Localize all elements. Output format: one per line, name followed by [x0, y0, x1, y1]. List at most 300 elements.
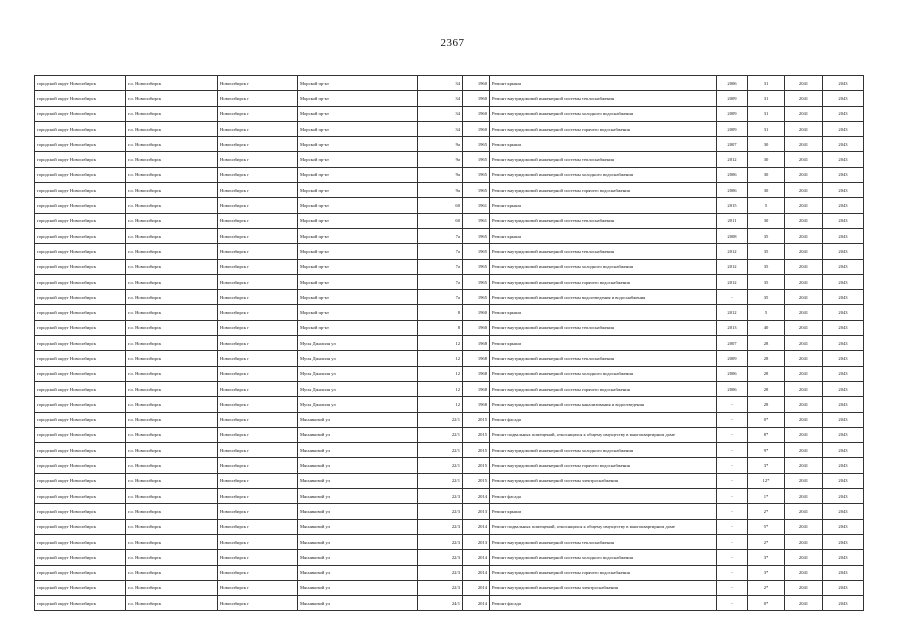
- municipality-cell: городской округ Новосибирск: [35, 565, 126, 580]
- wear-cell: 28: [748, 351, 785, 366]
- work-type-cell: Ремонт внутридомовой инженерной системы теплоснабжения: [490, 534, 717, 549]
- build-year-cell: 1968: [463, 351, 490, 366]
- wear-cell: 28: [748, 381, 785, 396]
- plan-start-year-cell: 2041: [785, 351, 823, 366]
- city-cell: Новосибирск г: [218, 259, 298, 274]
- district-cell: г.о. Новосибирск: [126, 489, 218, 504]
- table-row: [35, 489, 864, 504]
- table-row: [35, 290, 864, 305]
- table-row: [35, 351, 864, 366]
- street-cell: Мясниковой ул: [298, 473, 418, 488]
- table-row: [35, 228, 864, 243]
- plan-start-year-cell: 2041: [785, 458, 823, 473]
- plan-start-year-cell: 2041: [785, 76, 823, 91]
- table-row: [35, 443, 864, 458]
- street-cell: Морской пр-кт: [298, 198, 418, 213]
- plan-start-year-cell: 2041: [785, 137, 823, 152]
- district-cell: г.о. Новосибирск: [126, 121, 218, 136]
- municipality-cell: городской округ Новосибирск: [35, 412, 126, 427]
- city-cell: Новосибирск г: [218, 519, 298, 534]
- build-year-cell: 2015: [463, 427, 490, 442]
- street-cell: Морской пр-кт: [298, 137, 418, 152]
- wear-cell: 2*: [748, 580, 785, 595]
- wear-cell: 12*: [748, 473, 785, 488]
- house-number-cell: 12: [418, 381, 463, 396]
- street-cell: Морской пр-кт: [298, 213, 418, 228]
- build-year-cell: 1965: [463, 228, 490, 243]
- wear-cell: 35: [748, 259, 785, 274]
- build-year-cell: 2014: [463, 580, 490, 595]
- municipality-cell: городской округ Новосибирск: [35, 76, 126, 91]
- table-row: [35, 183, 864, 198]
- work-type-cell: Ремонт внутридомовой инженерной системы горячего водоснабжения: [490, 121, 717, 136]
- municipality-cell: городской округ Новосибирск: [35, 427, 126, 442]
- city-cell: Новосибирск г: [218, 244, 298, 259]
- plan-start-year-cell: 2041: [785, 489, 823, 504]
- street-cell: Мясниковой ул: [298, 427, 418, 442]
- plan-end-year-cell: 2043: [823, 458, 864, 473]
- work-type-cell: Ремонт крыши: [490, 76, 717, 91]
- street-cell: Мусы Джалиля ул: [298, 397, 418, 412]
- district-cell: г.о. Новосибирск: [126, 91, 218, 106]
- plan-start-year-cell: 2041: [785, 473, 823, 488]
- last-repair-year-cell: 2012: [717, 259, 748, 274]
- plan-end-year-cell: 2043: [823, 274, 864, 289]
- work-type-cell: Ремонт внутридомовой инженерной системы теплоснабжения: [490, 351, 717, 366]
- house-number-cell: 12: [418, 397, 463, 412]
- last-repair-year-cell: 2012: [717, 274, 748, 289]
- build-year-cell: 2015: [463, 443, 490, 458]
- district-cell: г.о. Новосибирск: [126, 198, 218, 213]
- table-row: [35, 198, 864, 213]
- last-repair-year-cell: 2013: [717, 320, 748, 335]
- work-type-cell: Ремонт внутридомовой инженерной системы горячего водоснабжения: [490, 458, 717, 473]
- plan-end-year-cell: 2043: [823, 259, 864, 274]
- street-cell: Мясниковой ул: [298, 504, 418, 519]
- municipality-cell: городской округ Новосибирск: [35, 198, 126, 213]
- district-cell: г.о. Новосибирск: [126, 259, 218, 274]
- wear-cell: 30: [748, 167, 785, 182]
- work-type-cell: Ремонт внутридомовой инженерной системы теплоснабжения: [490, 320, 717, 335]
- last-repair-year-cell: -: [717, 473, 748, 488]
- plan-end-year-cell: 2043: [823, 550, 864, 565]
- street-cell: Мясниковой ул: [298, 458, 418, 473]
- last-repair-year-cell: -: [717, 489, 748, 504]
- last-repair-year-cell: 2007: [717, 336, 748, 351]
- build-year-cell: 2015: [463, 412, 490, 427]
- last-repair-year-cell: -: [717, 443, 748, 458]
- work-type-cell: Ремонт внутридомовой инженерной системы теплоснабжения: [490, 244, 717, 259]
- plan-start-year-cell: 2041: [785, 213, 823, 228]
- district-cell: г.о. Новосибирск: [126, 228, 218, 243]
- work-type-cell: Ремонт внутридомовой инженерной системы электроснабжения: [490, 473, 717, 488]
- last-repair-year-cell: -: [717, 290, 748, 305]
- house-number-cell: 22/1: [418, 458, 463, 473]
- plan-end-year-cell: 2043: [823, 91, 864, 106]
- house-number-cell: 34: [418, 121, 463, 136]
- build-year-cell: 1965: [463, 167, 490, 182]
- city-cell: Новосибирск г: [218, 152, 298, 167]
- plan-end-year-cell: 2043: [823, 473, 864, 488]
- wear-cell: 1*: [748, 489, 785, 504]
- plan-end-year-cell: 2043: [823, 183, 864, 198]
- plan-end-year-cell: 2043: [823, 152, 864, 167]
- build-year-cell: 1968: [463, 336, 490, 351]
- plan-start-year-cell: 2041: [785, 336, 823, 351]
- house-number-cell: 8: [418, 320, 463, 335]
- work-type-cell: Ремонт внутридомовой инженерной системы холодного водоснабжения: [490, 443, 717, 458]
- table-row: [35, 320, 864, 335]
- plan-end-year-cell: 2043: [823, 228, 864, 243]
- table-row: [35, 596, 864, 611]
- last-repair-year-cell: 2009: [717, 106, 748, 121]
- wear-cell: 0*: [748, 412, 785, 427]
- street-cell: Морской пр-кт: [298, 76, 418, 91]
- city-cell: Новосибирск г: [218, 473, 298, 488]
- municipality-cell: городской округ Новосибирск: [35, 489, 126, 504]
- plan-start-year-cell: 2041: [785, 228, 823, 243]
- build-year-cell: 1965: [463, 290, 490, 305]
- table-row: [35, 397, 864, 412]
- build-year-cell: 1960: [463, 121, 490, 136]
- wear-cell: 3*: [748, 550, 785, 565]
- district-cell: г.о. Новосибирск: [126, 519, 218, 534]
- street-cell: Морской пр-кт: [298, 91, 418, 106]
- build-year-cell: 1968: [463, 366, 490, 381]
- district-cell: г.о. Новосибирск: [126, 565, 218, 580]
- plan-end-year-cell: 2043: [823, 336, 864, 351]
- build-year-cell: 1960: [463, 305, 490, 320]
- build-year-cell: 2013: [463, 534, 490, 549]
- district-cell: г.о. Новосибирск: [126, 213, 218, 228]
- district-cell: г.о. Новосибирск: [126, 336, 218, 351]
- municipality-cell: городской округ Новосибирск: [35, 458, 126, 473]
- plan-end-year-cell: 2043: [823, 381, 864, 396]
- city-cell: Новосибирск г: [218, 183, 298, 198]
- municipality-cell: городской округ Новосибирск: [35, 550, 126, 565]
- work-type-cell: Ремонт внутридомовой инженерной системы горячего водоснабжения: [490, 183, 717, 198]
- city-cell: Новосибирск г: [218, 580, 298, 595]
- build-year-cell: 1960: [463, 91, 490, 106]
- city-cell: Новосибирск г: [218, 565, 298, 580]
- street-cell: Мясниковой ул: [298, 412, 418, 427]
- plan-start-year-cell: 2041: [785, 274, 823, 289]
- municipality-cell: городской округ Новосибирск: [35, 366, 126, 381]
- city-cell: Новосибирск г: [218, 305, 298, 320]
- plan-end-year-cell: 2043: [823, 351, 864, 366]
- wear-cell: 8*: [748, 427, 785, 442]
- plan-end-year-cell: 2043: [823, 106, 864, 121]
- wear-cell: 28: [748, 366, 785, 381]
- wear-cell: 35: [748, 244, 785, 259]
- build-year-cell: 1965: [463, 183, 490, 198]
- city-cell: Новосибирск г: [218, 137, 298, 152]
- wear-cell: 35: [748, 274, 785, 289]
- build-year-cell: 2014: [463, 489, 490, 504]
- work-type-cell: Ремонт внутридомовой инженерной системы электроснабжения: [490, 580, 717, 595]
- municipality-cell: городской округ Новосибирск: [35, 381, 126, 396]
- district-cell: г.о. Новосибирск: [126, 167, 218, 182]
- city-cell: Новосибирск г: [218, 228, 298, 243]
- last-repair-year-cell: 2011: [717, 213, 748, 228]
- work-type-cell: Ремонт крыши: [490, 504, 717, 519]
- district-cell: г.о. Новосибирск: [126, 580, 218, 595]
- work-type-cell: Ремонт фасада: [490, 412, 717, 427]
- table-row: [35, 137, 864, 152]
- city-cell: Новосибирск г: [218, 106, 298, 121]
- wear-cell: 5: [748, 198, 785, 213]
- table-row: [35, 550, 864, 565]
- plan-start-year-cell: 2041: [785, 580, 823, 595]
- last-repair-year-cell: 2006: [717, 381, 748, 396]
- district-cell: г.о. Новосибирск: [126, 381, 218, 396]
- last-repair-year-cell: 2006: [717, 183, 748, 198]
- house-number-cell: 7а: [418, 228, 463, 243]
- build-year-cell: 1965: [463, 244, 490, 259]
- work-type-cell: Ремонт крыши: [490, 137, 717, 152]
- house-number-cell: 34: [418, 91, 463, 106]
- municipality-cell: городской округ Новосибирск: [35, 519, 126, 534]
- wear-cell: 31: [748, 106, 785, 121]
- house-number-cell: 12: [418, 336, 463, 351]
- build-year-cell: 2014: [463, 565, 490, 580]
- municipality-cell: городской округ Новосибирск: [35, 137, 126, 152]
- work-type-cell: Ремонт внутридомовой инженерной системы водоотведения и водоснабжения: [490, 290, 717, 305]
- plan-end-year-cell: 2043: [823, 565, 864, 580]
- municipality-cell: городской округ Новосибирск: [35, 152, 126, 167]
- city-cell: Новосибирск г: [218, 213, 298, 228]
- plan-end-year-cell: 2043: [823, 397, 864, 412]
- municipality-cell: городской округ Новосибирск: [35, 320, 126, 335]
- plan-start-year-cell: 2041: [785, 198, 823, 213]
- table-row: [35, 76, 864, 91]
- table-row: [35, 458, 864, 473]
- work-type-cell: Ремонт внутридомовой инженерной системы теплоснабжения: [490, 91, 717, 106]
- work-type-cell: Ремонт внутридомовой инженерной системы теплоснабжения: [490, 213, 717, 228]
- wear-cell: 3*: [748, 565, 785, 580]
- district-cell: г.о. Новосибирск: [126, 504, 218, 519]
- municipality-cell: городской округ Новосибирск: [35, 397, 126, 412]
- municipality-cell: городской округ Новосибирск: [35, 244, 126, 259]
- wear-cell: 31: [748, 76, 785, 91]
- table-row: [35, 213, 864, 228]
- municipality-cell: городской округ Новосибирск: [35, 596, 126, 611]
- work-type-cell: Ремонт крыши: [490, 198, 717, 213]
- build-year-cell: 2015: [463, 473, 490, 488]
- table-row: [35, 259, 864, 274]
- plan-start-year-cell: 2041: [785, 167, 823, 182]
- last-repair-year-cell: 2006: [717, 366, 748, 381]
- city-cell: Новосибирск г: [218, 412, 298, 427]
- house-number-cell: 22/3: [418, 580, 463, 595]
- house-number-cell: 60: [418, 213, 463, 228]
- street-cell: Мясниковой ул: [298, 550, 418, 565]
- street-cell: Морской пр-кт: [298, 259, 418, 274]
- last-repair-year-cell: 2009: [717, 351, 748, 366]
- street-cell: Морской пр-кт: [298, 183, 418, 198]
- table-row: [35, 473, 864, 488]
- house-number-cell: 9а: [418, 152, 463, 167]
- street-cell: Морской пр-кт: [298, 274, 418, 289]
- house-number-cell: 9а: [418, 183, 463, 198]
- street-cell: Мясниковой ул: [298, 565, 418, 580]
- municipality-cell: городской округ Новосибирск: [35, 106, 126, 121]
- table-row: [35, 167, 864, 182]
- municipality-cell: городской округ Новосибирск: [35, 336, 126, 351]
- city-cell: Новосибирск г: [218, 167, 298, 182]
- repair-schedule-table: [34, 75, 864, 611]
- last-repair-year-cell: -: [717, 565, 748, 580]
- plan-end-year-cell: 2043: [823, 443, 864, 458]
- wear-cell: 35: [748, 228, 785, 243]
- city-cell: Новосибирск г: [218, 504, 298, 519]
- wear-cell: 5*: [748, 519, 785, 534]
- municipality-cell: городской округ Новосибирск: [35, 504, 126, 519]
- wear-cell: 9*: [748, 443, 785, 458]
- wear-cell: 31: [748, 91, 785, 106]
- city-cell: Новосибирск г: [218, 458, 298, 473]
- municipality-cell: городской округ Новосибирск: [35, 443, 126, 458]
- street-cell: Морской пр-кт: [298, 106, 418, 121]
- district-cell: г.о. Новосибирск: [126, 76, 218, 91]
- plan-start-year-cell: 2041: [785, 550, 823, 565]
- district-cell: г.о. Новосибирск: [126, 366, 218, 381]
- last-repair-year-cell: -: [717, 504, 748, 519]
- street-cell: Мясниковой ул: [298, 443, 418, 458]
- street-cell: Мусы Джалиля ул: [298, 381, 418, 396]
- district-cell: г.о. Новосибирск: [126, 183, 218, 198]
- district-cell: г.о. Новосибирск: [126, 290, 218, 305]
- work-type-cell: Ремонт внутридомовой инженерной системы холодного водоснабжения: [490, 106, 717, 121]
- house-number-cell: 60: [418, 198, 463, 213]
- work-type-cell: Ремонт крыши: [490, 228, 717, 243]
- city-cell: Новосибирск г: [218, 274, 298, 289]
- last-repair-year-cell: -: [717, 412, 748, 427]
- build-year-cell: 1961: [463, 198, 490, 213]
- build-year-cell: 2014: [463, 519, 490, 534]
- city-cell: Новосибирск г: [218, 351, 298, 366]
- city-cell: Новосибирск г: [218, 76, 298, 91]
- last-repair-year-cell: -: [717, 534, 748, 549]
- plan-end-year-cell: 2043: [823, 244, 864, 259]
- plan-end-year-cell: 2043: [823, 427, 864, 442]
- last-repair-year-cell: 2012: [717, 305, 748, 320]
- table-row: [35, 427, 864, 442]
- build-year-cell: 2013: [463, 504, 490, 519]
- build-year-cell: 1965: [463, 137, 490, 152]
- house-number-cell: 22/3: [418, 565, 463, 580]
- city-cell: Новосибирск г: [218, 366, 298, 381]
- build-year-cell: 1965: [463, 152, 490, 167]
- build-year-cell: 1965: [463, 274, 490, 289]
- plan-start-year-cell: 2041: [785, 443, 823, 458]
- plan-start-year-cell: 2041: [785, 366, 823, 381]
- street-cell: Мясниковой ул: [298, 580, 418, 595]
- house-number-cell: 22/3: [418, 489, 463, 504]
- municipality-cell: городской округ Новосибирск: [35, 534, 126, 549]
- plan-start-year-cell: 2041: [785, 91, 823, 106]
- plan-start-year-cell: 2041: [785, 519, 823, 534]
- work-type-cell: Ремонт крыши: [490, 305, 717, 320]
- table-row: [35, 244, 864, 259]
- last-repair-year-cell: 2006: [717, 167, 748, 182]
- plan-end-year-cell: 2043: [823, 504, 864, 519]
- street-cell: Мусы Джалиля ул: [298, 366, 418, 381]
- house-number-cell: 12: [418, 366, 463, 381]
- district-cell: г.о. Новосибирск: [126, 596, 218, 611]
- work-type-cell: Ремонт внутридомовой инженерной системы горячего водоснабжения: [490, 381, 717, 396]
- wear-cell: 30: [748, 137, 785, 152]
- plan-start-year-cell: 2041: [785, 381, 823, 396]
- district-cell: г.о. Новосибирск: [126, 427, 218, 442]
- municipality-cell: городской округ Новосибирск: [35, 91, 126, 106]
- house-number-cell: 22/1: [418, 427, 463, 442]
- plan-end-year-cell: 2043: [823, 198, 864, 213]
- house-number-cell: 7а: [418, 274, 463, 289]
- city-cell: Новосибирск г: [218, 534, 298, 549]
- street-cell: Мясниковой ул: [298, 519, 418, 534]
- plan-start-year-cell: 2041: [785, 244, 823, 259]
- street-cell: Мясниковой ул: [298, 596, 418, 611]
- build-year-cell: 2014: [463, 596, 490, 611]
- table-row: [35, 565, 864, 580]
- table-row: [35, 91, 864, 106]
- table-row: [35, 305, 864, 320]
- wear-cell: 31: [748, 121, 785, 136]
- city-cell: Новосибирск г: [218, 443, 298, 458]
- plan-start-year-cell: 2041: [785, 596, 823, 611]
- city-cell: Новосибирск г: [218, 198, 298, 213]
- municipality-cell: городской округ Новосибирск: [35, 228, 126, 243]
- work-type-cell: Ремонт внутридомовой инженерной системы холодного водоснабжения: [490, 259, 717, 274]
- city-cell: Новосибирск г: [218, 550, 298, 565]
- house-number-cell: 22/3: [418, 550, 463, 565]
- plan-start-year-cell: 2041: [785, 320, 823, 335]
- district-cell: г.о. Новосибирск: [126, 244, 218, 259]
- street-cell: Мусы Джалиля ул: [298, 336, 418, 351]
- plan-end-year-cell: 2043: [823, 305, 864, 320]
- street-cell: Морской пр-кт: [298, 167, 418, 182]
- wear-cell: 28: [748, 336, 785, 351]
- plan-end-year-cell: 2043: [823, 519, 864, 534]
- plan-end-year-cell: 2043: [823, 213, 864, 228]
- wear-cell: 3*: [748, 458, 785, 473]
- district-cell: г.о. Новосибирск: [126, 137, 218, 152]
- table-row: [35, 152, 864, 167]
- street-cell: Мусы Джалиля ул: [298, 351, 418, 366]
- last-repair-year-cell: 2012: [717, 152, 748, 167]
- plan-start-year-cell: 2041: [785, 290, 823, 305]
- municipality-cell: городской округ Новосибирск: [35, 351, 126, 366]
- last-repair-year-cell: -: [717, 427, 748, 442]
- street-cell: Мясниковой ул: [298, 534, 418, 549]
- municipality-cell: городской округ Новосибирск: [35, 580, 126, 595]
- table-row: [35, 412, 864, 427]
- plan-start-year-cell: 2041: [785, 534, 823, 549]
- last-repair-year-cell: -: [717, 596, 748, 611]
- work-type-cell: Ремонт внутридомовой инженерной системы канализования и водоотведения: [490, 397, 717, 412]
- city-cell: Новосибирск г: [218, 121, 298, 136]
- city-cell: Новосибирск г: [218, 397, 298, 412]
- build-year-cell: 1961: [463, 213, 490, 228]
- district-cell: г.о. Новосибирск: [126, 458, 218, 473]
- house-number-cell: 9а: [418, 137, 463, 152]
- last-repair-year-cell: -: [717, 397, 748, 412]
- page-number: 2367: [440, 37, 465, 49]
- district-cell: г.о. Новосибирск: [126, 152, 218, 167]
- work-type-cell: Ремонт внутридомовой инженерной системы теплоснабжения: [490, 152, 717, 167]
- municipality-cell: городской округ Новосибирск: [35, 305, 126, 320]
